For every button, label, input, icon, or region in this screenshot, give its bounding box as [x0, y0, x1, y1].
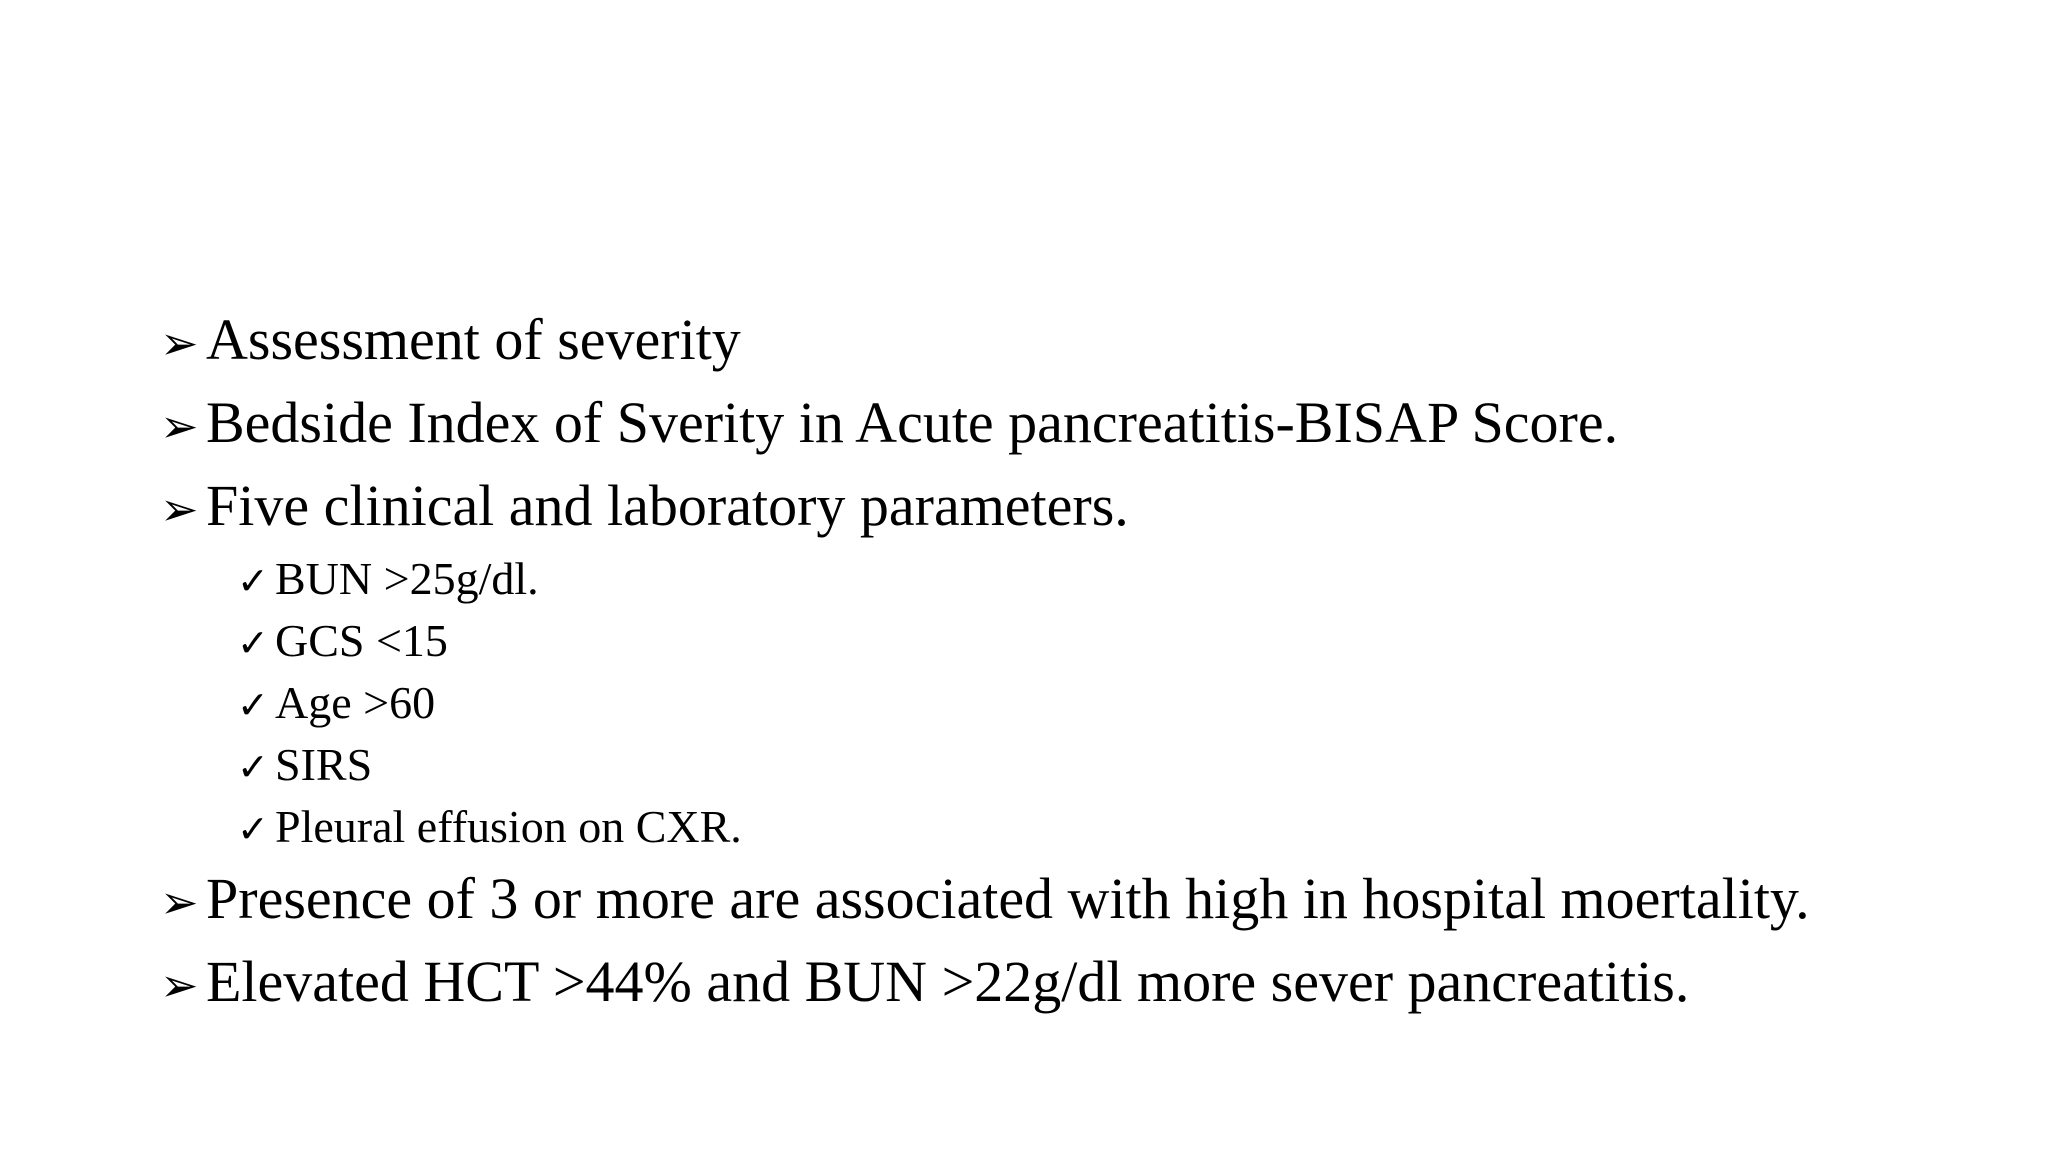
bullet-list	[160, 300, 1960, 1025]
list-item	[160, 383, 1960, 466]
sub-list-item-text: GCS <15	[275, 615, 448, 666]
arrow-bullet-icon: ➢	[160, 875, 199, 929]
checkmark-bullet-icon: ✓	[237, 683, 269, 727]
sub-list-item	[160, 611, 1960, 673]
arrow-bullet-icon: ➢	[160, 399, 199, 453]
sub-list-item	[160, 797, 1960, 859]
list-item	[160, 300, 1960, 383]
list-item	[160, 466, 1960, 549]
arrow-bullet-icon: ➢	[160, 482, 199, 536]
checkmark-bullet-icon: ✓	[237, 621, 269, 665]
checkmark-bullet-icon: ✓	[237, 745, 269, 789]
list-item-text: Presence of 3 or more are associated with high in hospital moertality.	[206, 866, 1810, 931]
list-item	[160, 859, 1960, 942]
sub-list-item-text: Pleural effusion on CXR.	[275, 801, 742, 852]
checkmark-bullet-icon: ✓	[237, 559, 269, 603]
sub-list-item-text: SIRS	[275, 739, 373, 790]
sub-list-item-text: Age >60	[275, 677, 436, 728]
list-item-text: Elevated HCT >44% and BUN >22g/dl more sever pancreatitis.	[206, 949, 1690, 1014]
list-item	[160, 942, 1960, 1025]
sub-list-item-text: BUN >25g/dl.	[275, 553, 539, 604]
list-item-text: Assessment of severity	[206, 307, 741, 372]
arrow-bullet-icon: ➢	[160, 958, 199, 1012]
sub-list-item	[160, 673, 1960, 735]
list-item-text: Bedside Index of Sverity in Acute pancreatitis-BISAP Score.	[206, 390, 1619, 455]
checkmark-bullet-icon: ✓	[237, 807, 269, 851]
sub-list-item	[160, 549, 1960, 611]
list-item-text: Five clinical and laboratory parameters.	[206, 473, 1129, 538]
arrow-bullet-icon: ➢	[160, 316, 199, 370]
sub-list-item	[160, 735, 1960, 797]
